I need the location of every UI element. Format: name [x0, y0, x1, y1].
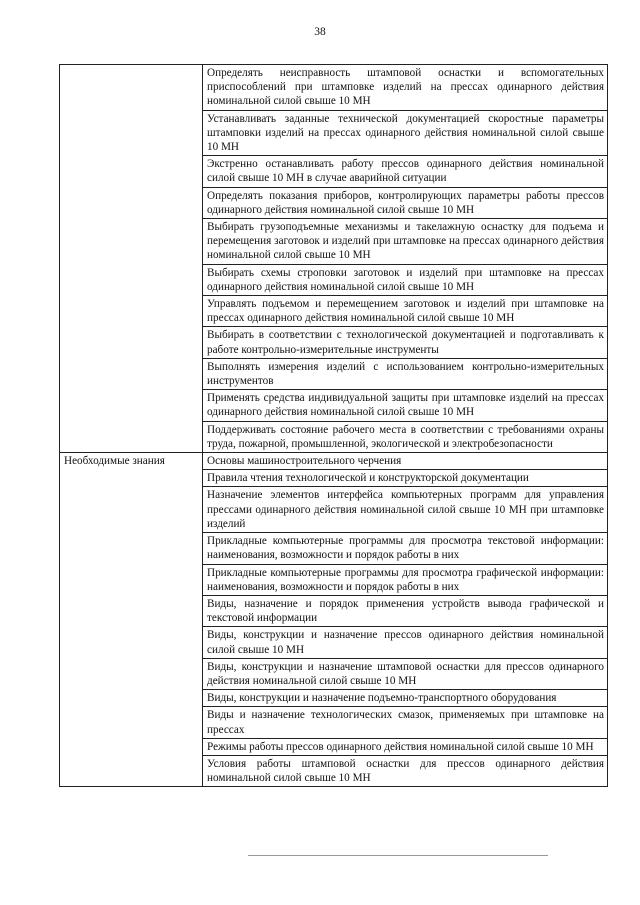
- requirement-item: Виды, конструкции и назначение подъемно-транспортного оборудования: [203, 690, 608, 707]
- requirement-item: Выбирать грузоподъемные механизмы и такелажную оснастку для подъема и перемещения заготовок и изделий при штамповке на прессах одинарного действия номинальной силой свыше 10 МН: [203, 219, 608, 265]
- scan-edge-line: [248, 855, 548, 856]
- requirement-item: Прикладные компьютерные программы для просмотра текстовой информации: наименования, возможности и порядок работы в них: [203, 533, 608, 564]
- requirement-item: Устанавливать заданные технической документацией скоростные параметры штамповки изделий на прессах одинарного действия номинальной силой свыше 10 МН: [203, 110, 608, 156]
- requirement-item: Выбирать в соответствии с технологической документацией и подготавливать к работе контрольно-измерительные инструменты: [203, 327, 608, 358]
- requirement-item: Определять неисправность штамповой оснастки и вспомогательных приспособлений при штамповке изделий на прессах одинарного действия номинальной силой свыше 10 МН: [203, 65, 608, 111]
- table-row: [60, 453, 608, 470]
- requirement-item: Виды, назначение и порядок применения устройств вывода графической и текстовой информации: [203, 595, 608, 626]
- requirement-item: Экстренно останавливать работу прессов одинарного действия номинальной силой свыше 10 МН в случае аварийной ситуации: [203, 156, 608, 187]
- requirement-item: Выбирать схемы строповки заготовок и изделий при штамповке на прессах одинарного действия номинальной силой свыше 10 МН: [203, 264, 608, 295]
- requirements-table: [59, 64, 608, 787]
- table-row: [60, 65, 608, 111]
- requirement-item: Правила чтения технологической и конструкторской документации: [203, 470, 608, 487]
- requirement-item: Назначение элементов интерфейса компьютерных программ для управления прессами одинарного действия номинальной силой свыше 10 МН при штамповке изделий: [203, 487, 608, 533]
- page-number: 38: [314, 26, 326, 38]
- section-label: Необходимые знания: [60, 453, 203, 787]
- requirement-item: Режимы работы прессов одинарного действия номинальной силой свыше 10 МН: [203, 738, 608, 755]
- requirement-item: Управлять подъемом и перемещением заготовок и изделий при штамповке на прессах одинарного действия номинальной силой свыше 10 МН: [203, 296, 608, 327]
- requirement-item: Выполнять измерения изделий с использованием контрольно-измерительных инструментов: [203, 358, 608, 389]
- requirement-item: Условия работы штамповой оснастки для прессов одинарного действия номинальной силой свыше 10 МН: [203, 755, 608, 786]
- requirement-item: Виды, конструкции и назначение штамповой оснастки для прессов одинарного действия номинальной силой свыше 10 МН: [203, 658, 608, 689]
- requirement-item: Виды и назначение технологических смазок, применяемых при штамповке на прессах: [203, 707, 608, 738]
- requirements-table-body: [60, 65, 608, 787]
- section-label: [60, 65, 203, 453]
- requirement-item: Поддерживать состояние рабочего места в соответствии с требованиями охраны труда, пожарной, промышленной, экологической и электробезопасности: [203, 421, 608, 452]
- requirement-item: Основы машиностроительного черчения: [203, 453, 608, 470]
- requirement-item: Виды, конструкции и назначение прессов одинарного действия номинальной силой свыше 10 МН: [203, 627, 608, 658]
- requirement-item: Прикладные компьютерные программы для просмотра графической информации: наименования, возможности и порядок работы в них: [203, 564, 608, 595]
- requirement-item: Определять показания приборов, контролирующих параметры работы прессов одинарного действия номинальной силой свыше 10 МН: [203, 187, 608, 218]
- requirement-item: Применять средства индивидуальной защиты при штамповке изделий на прессах одинарного действия номинальной силой свыше 10 МН: [203, 390, 608, 421]
